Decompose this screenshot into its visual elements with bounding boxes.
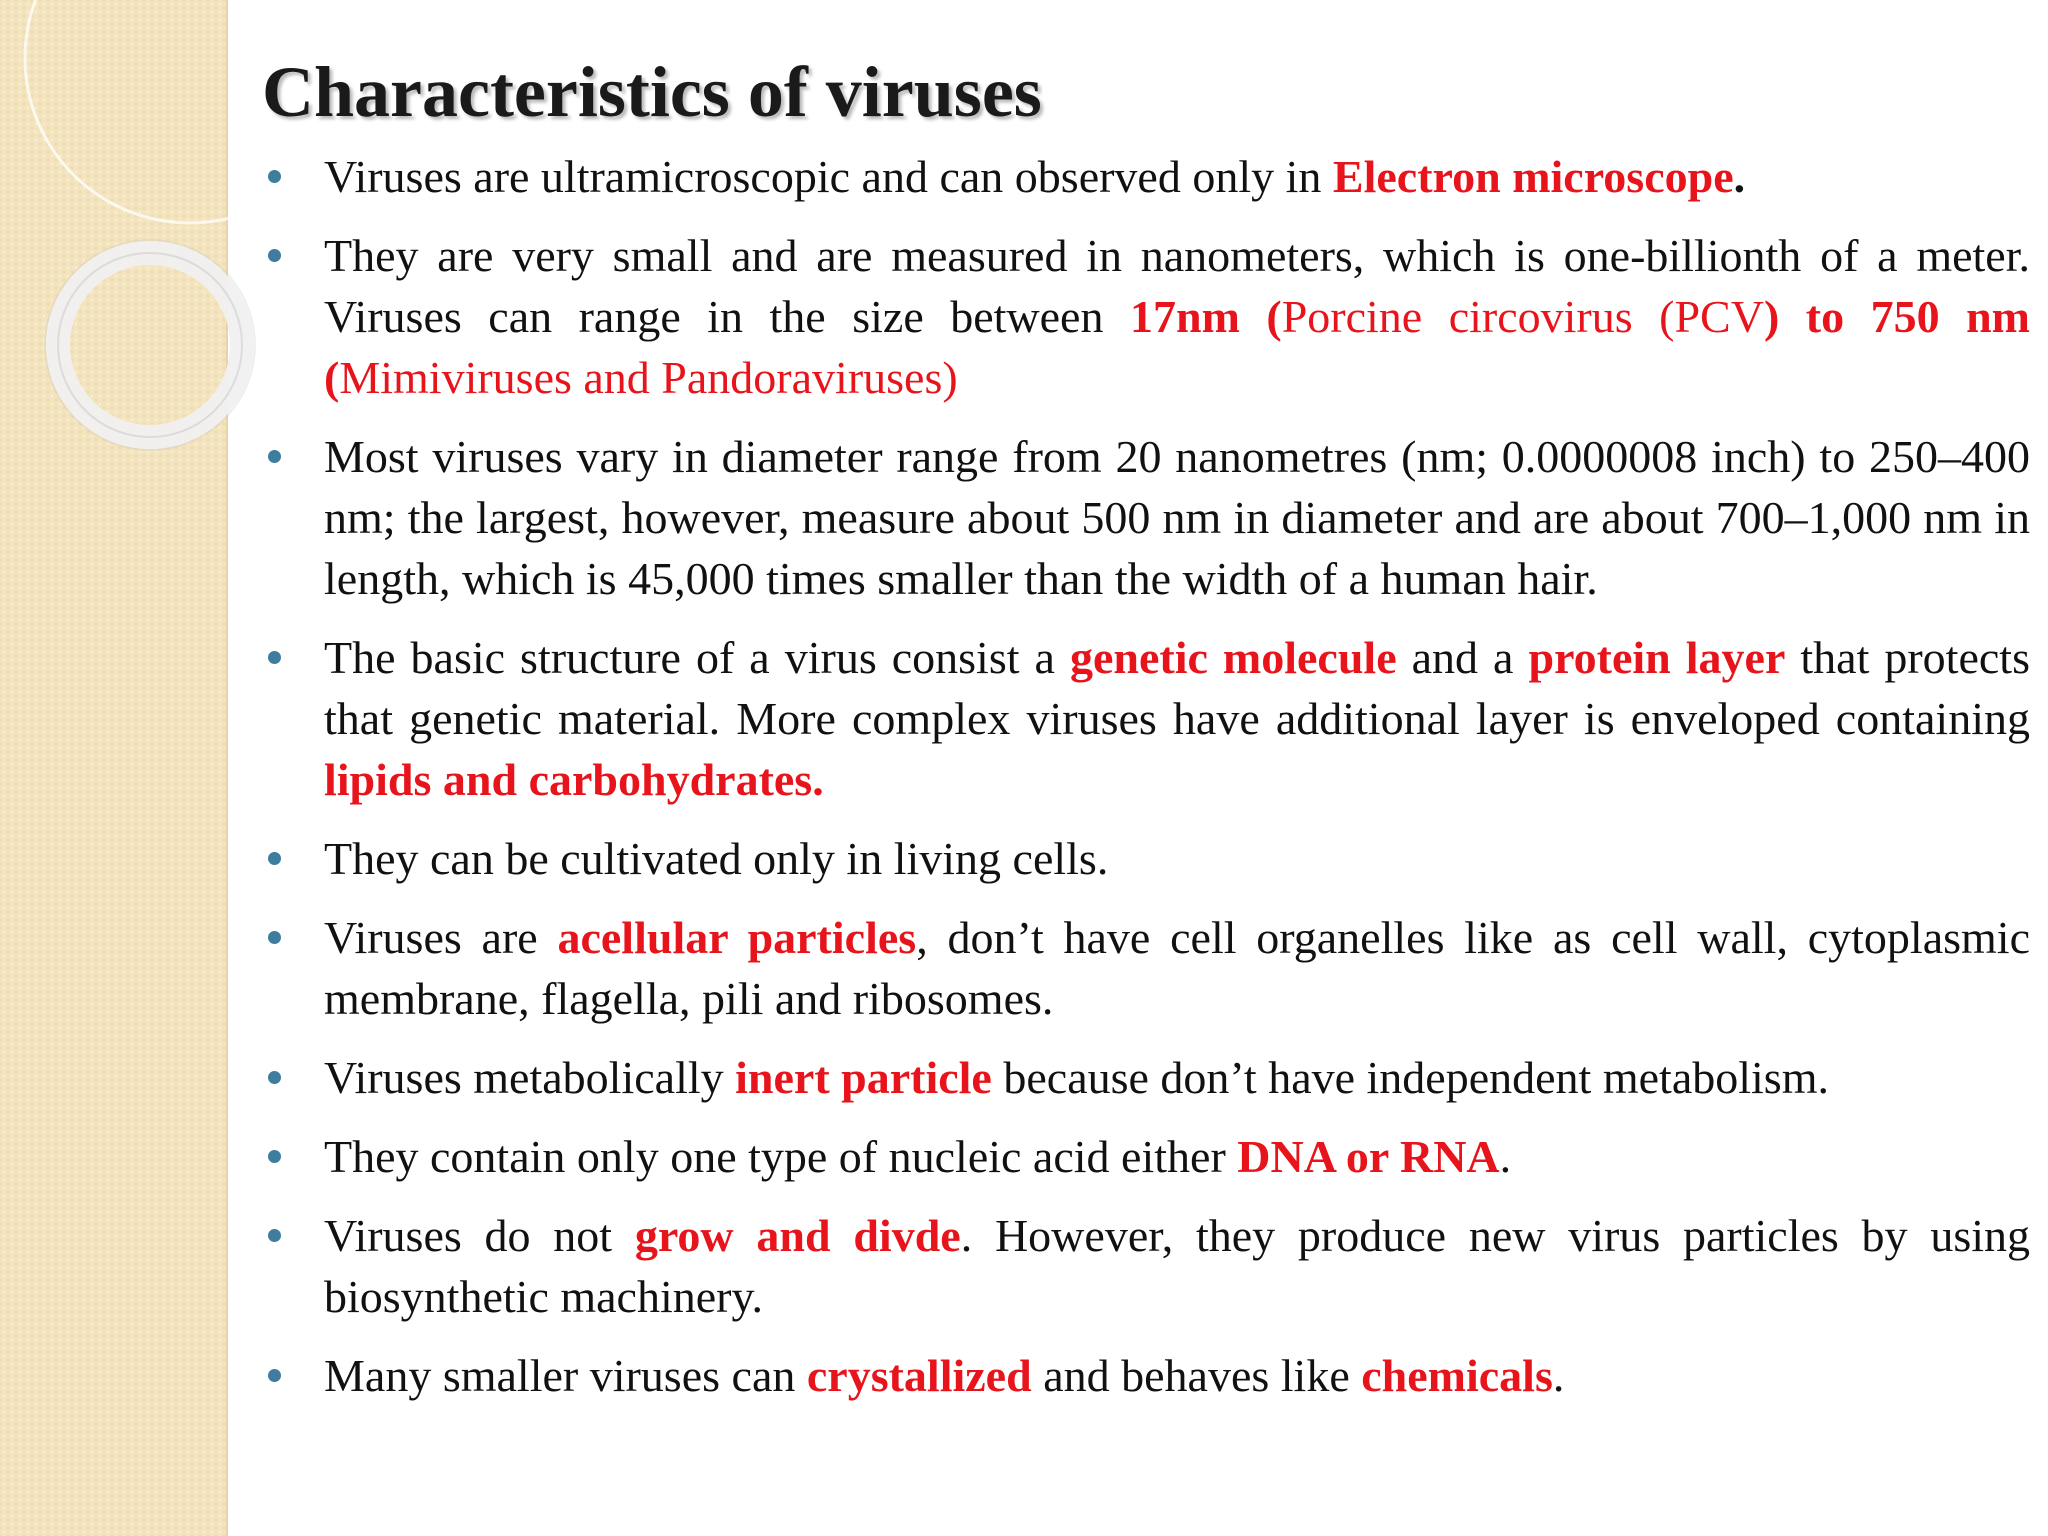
highlight-text: protein layer — [1528, 632, 1786, 683]
highlight-text: DNA or RNA — [1237, 1131, 1500, 1182]
bullet-dot-icon — [268, 450, 281, 463]
text-run: . — [1552, 1350, 1565, 1401]
text-run: They are very small and are measured in nanometers, which is one-billionth of a meter. Viruses can range in the size between — [324, 230, 2030, 342]
bullet-item — [262, 907, 2030, 1029]
bullet-dot-icon — [268, 1369, 281, 1382]
text-run: They contain only one type of nucleic acid either — [324, 1131, 1238, 1182]
bullet-item — [262, 627, 2030, 810]
bullet-item — [262, 146, 2030, 207]
bullet-item — [262, 828, 2030, 889]
highlight-text: Mimiviruses and Pandoraviruses) — [339, 352, 958, 403]
bullet-dot-icon — [268, 249, 281, 262]
text-run: . — [1733, 151, 1746, 202]
highlight-text: grow and divde — [634, 1210, 961, 1261]
bullet-dot-icon — [268, 852, 281, 865]
text-run: Viruses are — [324, 912, 558, 963]
highlight-text: Electron microscope — [1332, 151, 1734, 202]
text-run: . — [1499, 1131, 1512, 1182]
text-run: Many smaller viruses can — [324, 1350, 807, 1401]
text-run: that protects that genetic material. More complex viruses have additional layer is enveloped containing — [324, 632, 2030, 744]
highlight-text: ) to 750 nm ( — [324, 291, 2030, 403]
bullet-dot-icon — [268, 1229, 281, 1242]
highlight-text: lipids and carbohydrates. — [324, 754, 824, 805]
bullet-item — [262, 1205, 2030, 1327]
text-run: Viruses do not — [324, 1210, 635, 1261]
bullet-item — [262, 225, 2030, 408]
text-run: They can be cultivated only in living cells. — [324, 833, 1109, 884]
highlight-text: crystallized — [806, 1350, 1032, 1401]
text-run: because don’t have independent metabolism. — [991, 1052, 1829, 1103]
text-run: The basic structure of a virus consist a — [324, 632, 1070, 683]
highlight-text: acellular particles — [557, 912, 917, 963]
bullet-dot-icon — [268, 170, 281, 183]
bullet-dot-icon — [268, 651, 281, 664]
highlight-text: 17nm ( — [1129, 291, 1282, 342]
text-run: Viruses are ultramicroscopic and can observed only in — [324, 151, 1333, 202]
text-run: Viruses metabolically — [324, 1052, 736, 1103]
bullet-dot-icon — [268, 1071, 281, 1084]
decorative-side-band — [0, 0, 228, 1536]
text-run: Most viruses vary in diameter range from 20 nanometres (nm; 0.0000008 inch) to 250–400 nm; the largest, however, measure about 500 nm in diameter and are about 700–1,000 nm in length, which is 45,000 times smaller than the width of a human hair. — [324, 431, 2030, 604]
bullet-dot-icon — [268, 931, 281, 944]
slide-title: Characteristics of viruses — [262, 52, 1042, 132]
text-run: , don’t have cell organelles like as cell wall, cytoplasmic membrane, flagella, pili and ribosomes. — [324, 912, 2030, 1024]
bullet-item — [262, 1345, 2030, 1406]
bullet-item — [262, 1047, 2030, 1108]
bullet-list — [262, 146, 2030, 1424]
bullet-item — [262, 1126, 2030, 1187]
text-run: and behaves like — [1031, 1350, 1362, 1401]
bullet-dot-icon — [268, 1150, 281, 1163]
highlight-text: genetic molecule — [1069, 632, 1397, 683]
text-run: and a — [1396, 632, 1529, 683]
bullet-item — [262, 426, 2030, 609]
highlight-text: Porcine circovirus (PCV — [1281, 291, 1764, 342]
text-run: . However, they produce new virus particles by using biosynthetic machinery. — [324, 1210, 2030, 1322]
highlight-text: chemicals — [1361, 1350, 1553, 1401]
highlight-text: inert particle — [735, 1052, 992, 1103]
